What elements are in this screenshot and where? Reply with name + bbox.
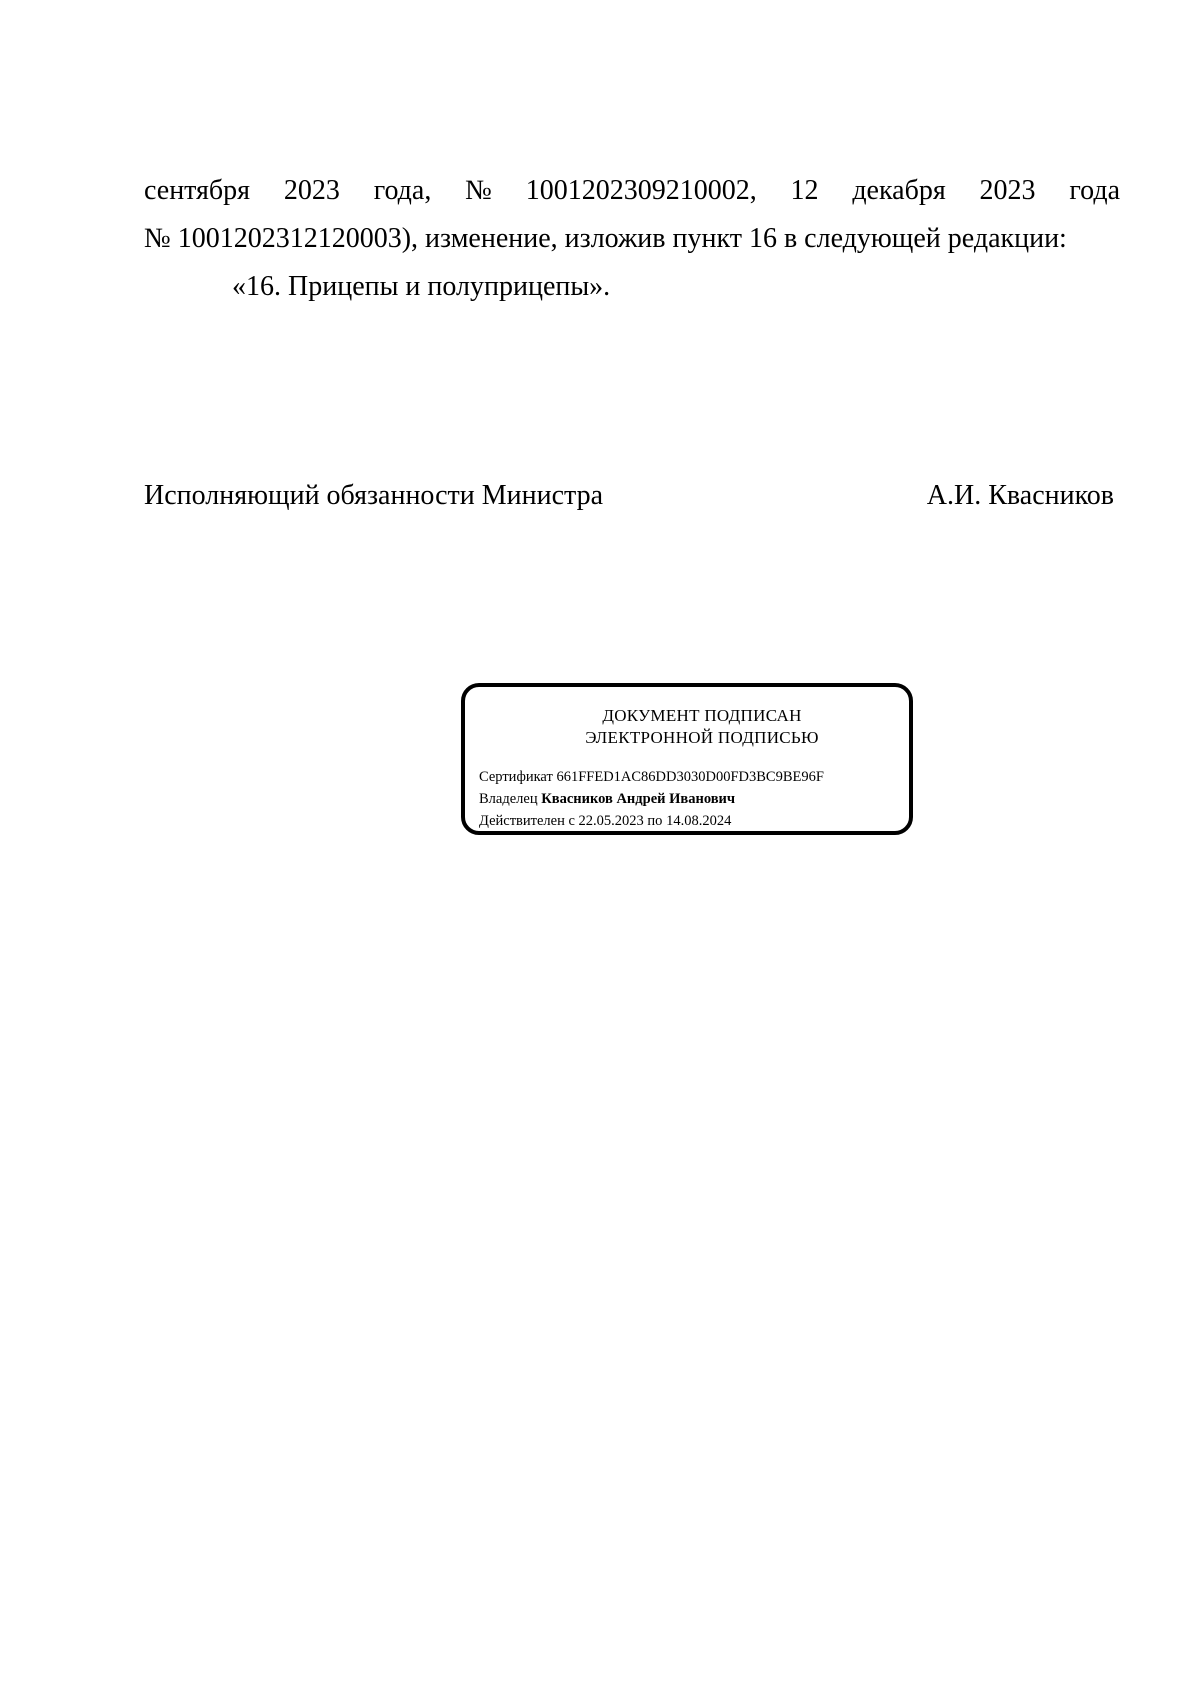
body-paragraph [144, 167, 1120, 311]
owner-value: Квасников Андрей Иванович [541, 791, 736, 807]
word: 1001202309210002, [525, 175, 757, 206]
word: 2023 [979, 175, 1036, 206]
paragraph-line-2: № 1001202312120003), изменение, изложив пункт 16 в следующей редакции: [144, 223, 1067, 254]
validity-to-label: по [647, 813, 663, 829]
owner-label: Владелец [479, 791, 538, 807]
paragraph-line-1 [144, 167, 1120, 215]
validity-from-label: с [568, 813, 575, 829]
stamp-details [479, 766, 824, 832]
word: декабря [852, 175, 946, 206]
word: 12 [790, 175, 819, 206]
stamp-title [465, 705, 909, 749]
validity-from: 22.05.2023 [578, 813, 644, 829]
validity-label: Действителен [479, 813, 565, 829]
signature-row [144, 476, 1114, 516]
word: года, [373, 175, 432, 206]
stamp-title-line-1: ДОКУМЕНТ ПОДПИСАН [602, 706, 802, 725]
stamp-owner [479, 788, 824, 810]
stamp-validity [479, 810, 824, 832]
paragraph-line-3: «16. Прицепы и полуприцепы». [232, 271, 611, 302]
signer-name: А.И. Квасников [926, 480, 1114, 511]
word: сентября [144, 175, 251, 206]
signer-position: Исполняющий обязанности Министра [144, 480, 604, 511]
certificate-label: Сертификат [479, 769, 553, 785]
certificate-value: 661FFED1AC86DD3030D00FD3BC9BE96F [556, 769, 824, 785]
validity-to: 14.08.2024 [666, 813, 732, 829]
word: № [465, 175, 492, 206]
stamp-certificate [479, 766, 824, 788]
word: года [1069, 175, 1120, 206]
stamp-title-line-2: ЭЛЕКТРОННОЙ ПОДПИСЬЮ [585, 728, 819, 747]
electronic-signature-stamp [461, 683, 913, 835]
word: 2023 [283, 175, 340, 206]
